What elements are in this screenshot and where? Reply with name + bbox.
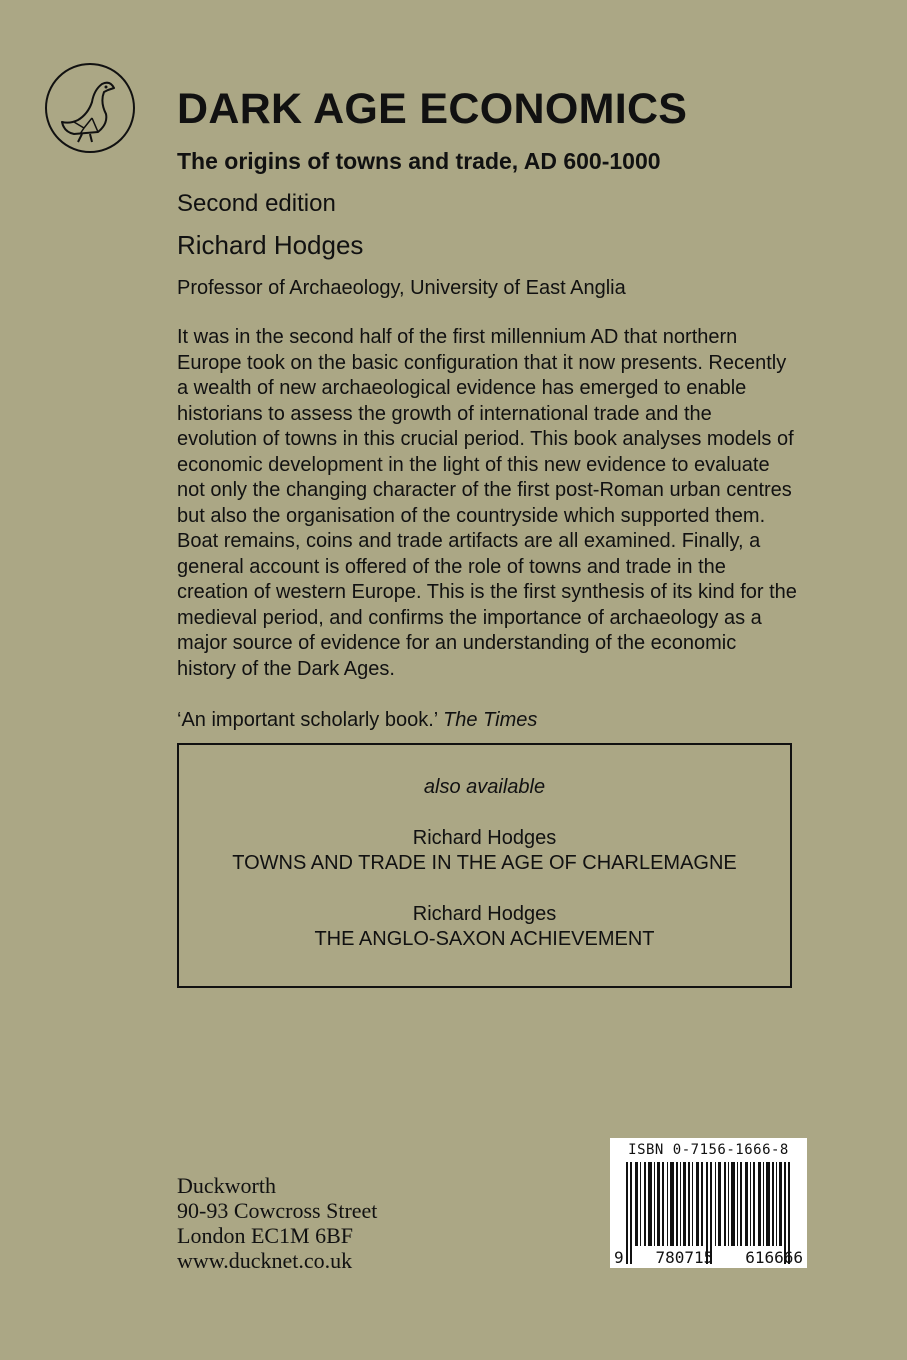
review-quote [177, 707, 537, 733]
also-available-box [177, 743, 792, 988]
publisher-address [177, 1173, 377, 1273]
publisher-name: Duckworth [177, 1173, 276, 1198]
publisher-street: 90-93 Cowcross Street [177, 1198, 378, 1223]
author-affiliation: Professor of Archaeology, University of East Anglia [177, 277, 626, 299]
author-name: Richard Hodges [177, 230, 364, 260]
also-available-heading: also available [423, 776, 546, 798]
publisher-website: www.ducknet.co.uk [177, 1248, 353, 1273]
book-blurb: It was in the second half of the first millennium AD that northern Europe took on the basic configuration that it now presents. Recently a wealth of new archaeological evidence has emerged to enable historians to assess the growth of international trade and the evolution of towns in this crucial period. This book analyses models of economic development in the light of this new evidence to evaluate not only the changing character of the first post-Roman urban centres but also the organisation of the countryside which supported them. Boat remains, coins and trade artifacts are all examined. Finally, a general account is offered of the role of towns and trade in the creation of western Europe. This is the first synthesis of its kind for the medieval period, and confirms the importance of archaeology as a major source of evidence for an understanding of the economic history of the Dark Ages. [177, 326, 797, 680]
barcode-digits [614, 1248, 803, 1267]
book-title: DARK AGE ECONOMICS [177, 85, 688, 133]
barcode-digit-group: 616666 [745, 1248, 803, 1267]
related-book-title: TOWNS AND TRADE IN THE AGE OF CHARLEMAGNE [232, 852, 737, 874]
isbn-label: ISBN 0-7156-1666-8 [628, 1142, 789, 1158]
barcode-digit-group: 780715 [655, 1248, 714, 1267]
publisher-city: London EC1M 6BF [177, 1223, 354, 1248]
related-book-author: Richard Hodges [412, 827, 557, 849]
book-subtitle: The origins of towns and trade, AD 600-1000 [177, 148, 661, 174]
barcode-digit-group: 9 [614, 1248, 624, 1267]
quote-text: ‘An important scholarly book.’ [177, 709, 438, 731]
related-book-author: Richard Hodges [412, 903, 557, 925]
edition-label: Second edition [177, 190, 336, 217]
quote-source: The Times [443, 709, 538, 731]
related-book-title: THE ANGLO-SAXON ACHIEVEMENT [314, 928, 655, 950]
duck-logo-icon [44, 62, 136, 154]
isbn-barcode [610, 1138, 807, 1268]
